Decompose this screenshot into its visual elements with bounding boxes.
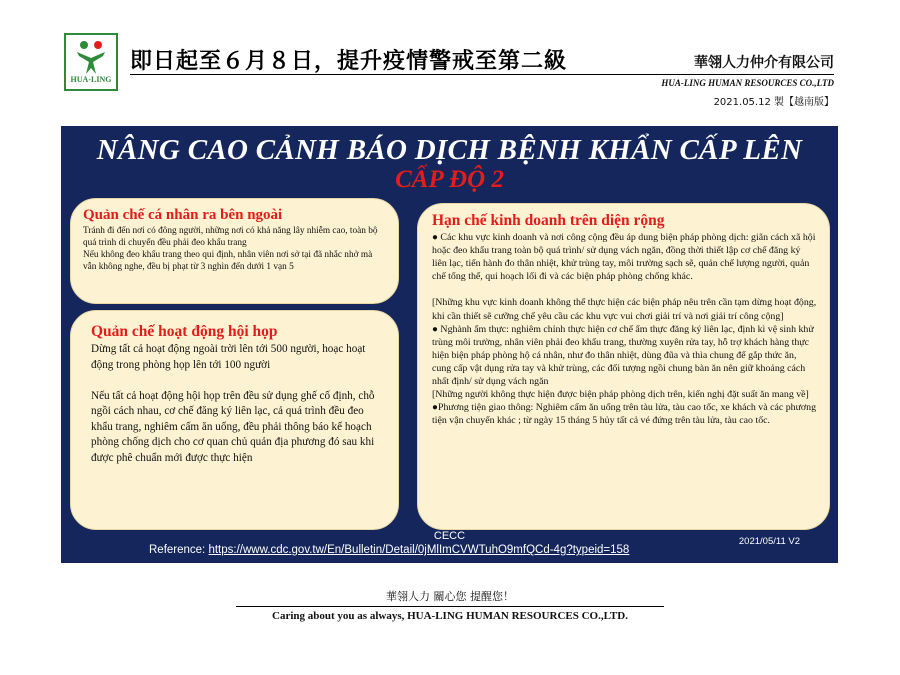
company-name-en: HUA-LING HUMAN RESOURCES CO.,LTD — [661, 78, 834, 88]
footer-message-en: Caring about you as always, HUA-LING HUMAN RESOURCES CO.,LTD. — [272, 610, 628, 622]
gathering-control-card — [70, 310, 399, 530]
page-headline: 即日起至６月８日，提升疫情警戒至第二級 — [130, 49, 568, 74]
business-restriction-card — [417, 203, 830, 530]
gathering-control-body: Dừng tất cả hoạt động ngoài trời lên tới 500 người, hoạc hoạt động trong phòng họp lên tới 100 người Nếu tất cả hoạt động hội họp trên đều sử dụng ghế cố định, chỗ ngồi cách nhau, cơ chế đăng ký liên lạc, cả quá trình đều đeo khẩu trang, nghiêm cấm ăn uống, đều phải thông báo kế hoạch phòng chống dịch cho cơ quan chủ quản địa phương đó sau khi được phê chuẩn mới được thực hiện — [91, 343, 375, 464]
individual-control-heading: Quản chế cá nhân ra bên ngoài — [83, 207, 283, 223]
announcement-poster — [61, 126, 838, 563]
date-edition: 2021.05.12 製【越南版】 — [713, 97, 834, 108]
poster-title: NÂNG CAO CẢNH BÁO DỊCH BỆNH KHẨN CẤP LÊN — [96, 134, 803, 166]
reference-line — [149, 544, 629, 556]
business-restriction-heading: Hạn chế kinh doanh trên diện rộng — [432, 212, 665, 229]
footer-message-zh: 華翎人力 關心您 提醒您！ — [386, 590, 514, 603]
logo-figure-icon — [72, 38, 110, 76]
company-name-zh: 華翎人力仲介有限公司 — [694, 55, 834, 71]
poster-subtitle: CẤP ĐỘ 2 — [395, 166, 504, 193]
company-logo — [64, 33, 118, 91]
footer-divider — [236, 606, 664, 607]
poster-version: 2021/05/11 V2 — [738, 536, 800, 547]
reference-link[interactable]: https://www.cdc.gov.tw/En/Bulletin/Detail/0jMlImCVWTuhO9mfQCd-4g?typeid=158 — [208, 544, 630, 556]
logo-text: HUA-LING — [70, 75, 112, 84]
poster-organization: CECC — [433, 530, 466, 542]
gathering-control-heading: Quản chế hoạt động hội họp — [91, 323, 278, 340]
business-restriction-body: ● Các khu vực kinh doanh và nơi công cộng đều áp dung biện pháp phòng dịch: giãn cách xã hội hoặc đeo khẩu trang toàn bộ quá trình/ sử dụng vách ngăn, đồng thời thiết lập cơ chế đăng ký liên lạc, tiến hành đo thân nhiệt, khử trùng tay, môi trường sạch sẽ, quản chế lượng người, quản chế tổng thể, qui hoạch lối đi và các biện pháp phòng chống khác. [Những khu vực kinh doanh không thể thực hiện các biện pháp nêu trên cần tạm dừng hoạt động, khi cần thiết sẽ cưỡng chế yêu cầu các khu vực vui chơi giải trí và nơi giải trí công cộng] ● Nghành ẩm thực: nghiêm chỉnh thực hiện cơ chế ẩm thực đăng ký liên lạc, định kì vệ sinh khử trùng môi trường, nhân viên phải đeo khẩu trang, thường xuyên rửa tay, hỗ trợ khách hàng thực hiện biện pháp phòng hộ cá nhân, như đo thân nhiệt, dùng đũa và thìa chung để gắp thức ăn, cung cấp vật dụng rửa tay và khử trùng, các đối tượng ngồi chung bàn ăn nên giữ khoảng cách nhất định/ sử dụng vách ngăn [Những người không thực hiện được biện pháp phòng dịch trên, kiến nghị đặt suất ăn mang về] ●Phương tiện giao thông: Nghiêm cấm ăn uống trên tàu lửa, tàu cao tốc, xe khách và các phương tiện vận chuyển khác ; từ ngày 15 tháng 5 hủy tất cả vé đứng trên tàu lửa, tàu cao tốc. — [432, 232, 817, 427]
individual-control-card — [70, 198, 399, 304]
reference-label: Reference: — [149, 544, 209, 556]
header-divider — [130, 74, 834, 75]
individual-control-body: Tránh đi đến nơi có đông người, những nơi có khả năng lây nhiễm cao, toàn bộ quá trình di chuyển đều phải đeo khẩu trang Nếu không đeo khẩu trang theo qui định, nhân viên nơi sở tại đã nhắc nhở mà vẫn không nghe, đều bị phạt từ 3 nghìn đến dưới 1 vạn 5 — [83, 226, 378, 272]
